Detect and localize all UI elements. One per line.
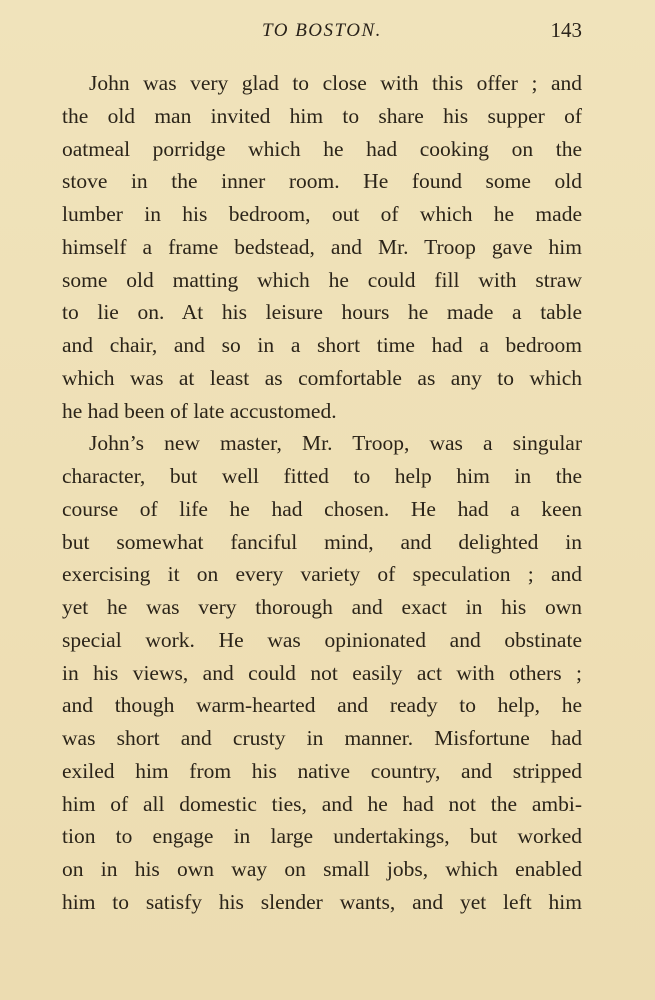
text-line: character, but well fitted to help him in the [62,464,582,488]
text-line: him of all domestic ties, and he had not the ambi- [62,791,582,816]
text-line: and though warm-hearted and ready to help, he [62,693,582,718]
text-line: tion to engage in large undertakings, but worked [62,824,582,849]
text-line: in his views, and could not easily act with others ; [62,660,582,685]
text-line: the old man invited him to share his supper of [62,103,582,128]
text-line: him to satisfy his slender wants, and yet left him [62,889,582,914]
text-line: exiled him from his native country, and stripped [62,758,582,783]
text-line: exercising it on every variety of speculation ; and [62,562,582,587]
text-line: some old matting which he could fill with straw [62,267,582,292]
text-line: and chair, and so in a short time had a bedroom [62,333,582,357]
text-line: John was very glad to close with this offer ; and [89,71,582,95]
page-number: 143 [550,18,582,42]
text-line: John’s new master, Mr. Troop, was a singular [89,431,582,456]
paragraph [62,427,582,918]
text-line: which was at least as comfortable as any to which [62,365,582,390]
text-line: but somewhat fanciful mind, and delighted in [62,529,582,554]
text-line: stove in the inner room. He found some old [62,169,582,194]
text-line: special work. He was opinionated and obstinate [62,627,582,652]
page-header [62,18,582,46]
text-line: himself a frame bedstead, and Mr. Troop gave him [62,234,582,259]
text-line: lumber in his bedroom, out of which he made [62,202,582,226]
text-line: to lie on. At his leisure hours he made a table [62,300,582,325]
text-line: course of life he had chosen. He had a keen [62,496,582,521]
running-title: TO BOSTON. [262,20,382,41]
paragraph [62,67,582,427]
text-line: was short and crusty in manner. Misfortune had [62,726,582,750]
text-line: he had been of late accustomed. [62,398,337,423]
text-line: oatmeal porridge which he had cooking on the [62,136,582,161]
text-line: yet he was very thorough and exact in his own [62,595,582,619]
body-text [62,67,582,919]
text-line: on in his own way on small jobs, which enabled [62,857,582,881]
